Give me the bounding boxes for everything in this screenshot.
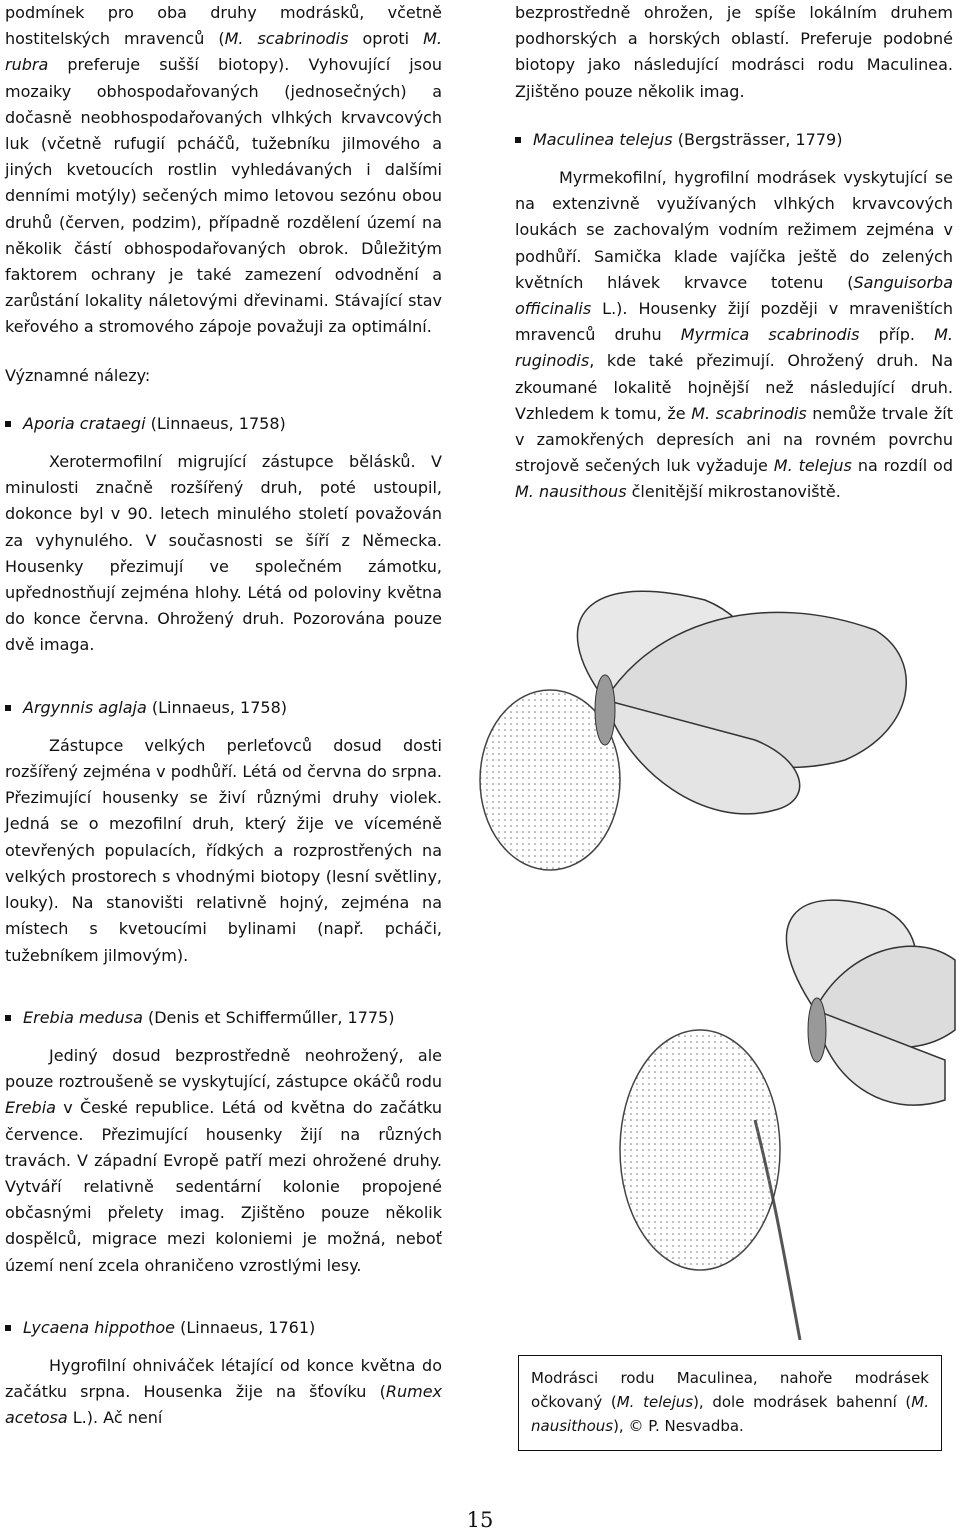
species-heading	[5, 695, 442, 721]
continuation-paragraph: bezprostředně ohrožen, je spíše lokálním druhem podhorských a horských oblastí. Preferuje podobné biotopy jako následující modrásci rodu Maculinea. Zjištěno pouze několik imag.	[515, 3, 953, 101]
figure-caption: Modrásci rodu Maculinea, nahoře modrásek očkovaný (M. telejus), dole modrásek bahenní (M. nausithous), © P. Nesvadba.	[518, 1355, 942, 1451]
species-description: Xerotermofilní migrující zástupce bělásků. V minulosti značně rozšířený druh, poté ustoupil, dokonce byl v 90. letech minulého století považován za vyhynulého. V současnosti se šíří z Německa. Housenky přezimují ve společném zámotku, upřednostňují zejména hlohy. Létá od poloviny května do konce června. Ohrožený druh. Pozorována pouze dvě imaga.	[5, 452, 442, 655]
species-description: Hygrofilní ohniváček létající od konce května do začátku srpna. Housenka žije na šťovíku (Rumex acetosa L.). Ač není	[5, 1355, 442, 1428]
species-name: Argynnis aglaja	[23, 697, 147, 717]
bullet-icon	[515, 137, 521, 143]
species-heading	[515, 127, 953, 153]
upper-butterfly-icon	[577, 591, 906, 814]
species-description: Zástupce velkých perleťovců dosud dosti rozšířený zejména v podhůří. Létá od června do srpna. Přezimující housenky se živí různými druhy violek. Jedná se o mezofilní druh, který žije ve víceméně otevřených populacích, řídkých a rozprostřených na velkých prostorech s vhodnými biotopy (lesní světliny, louky). Na stanovišti relativně hojný, zejména na místech s kvetoucími bylinami (např. pcháči, tužebníkem jilmovým).	[5, 735, 442, 965]
lower-butterfly-icon	[786, 900, 955, 1105]
right-column	[515, 0, 953, 506]
bullet-icon	[5, 1015, 11, 1021]
page-number: 15	[466, 1508, 494, 1532]
species-author: (Linnaeus, 1761)	[175, 1317, 316, 1337]
intro-paragraph: podmínek pro oba druhy modrásků, včetně hostitelských mravenců (M. scabrinodis oproti M. rubra preferuje sušší biotopy). Vyhovující jsou mozaiky obhospodařovaných (jednosečných) a dočasně neobhospodařovaných vlhkých krvavcových luk (včetně rufugií pcháčů, tužebníku jilmového a jiných kvetoucích rostlin vyhledávaných i dalšími denními motýly) sečených mimo letovou sezónu obou druhů (červen, podzim), případně rozdělení území na několik částí obhospodařovaných obrok. Důležitým faktorem ochrany je také zamezení odvodnění a zarůstání lokality náletovými dřevinami. Stávající stav keřového a stromového zápoje považuji za optimální.	[5, 3, 443, 337]
species-entry	[5, 1315, 442, 1432]
species-description: Jediný dosud bezprostředně neohrožený, ale pouze roztroušeně se vyskytující, zástupce okáčů rodu Erebia v České republice. Létá od května do začátku července. Přezimující housenky žijí na různých travách. V západní Evropě patří mezi ohrožené druhy. Vytváří relativně sedentární kolonie propojené občasnými přelety imag. Zjištěno pouze několik dospělců, migrace mezi koloniemi je možná, neboť území není zcela ohraničeno vzrostlými lesy.	[5, 1045, 442, 1275]
species-entry	[5, 695, 442, 969]
species-description: Myrmekofilní, hygrofilní modrásek vyskytující se na extenzivně využívaných vlhkých krvavcových loukách se zachovalým vodním režimem zejména v podhůří. Samička klade vajíčka ještě do zelených květních hlávek krvavce totenu (Sanguisorba officinalis L.). Housenky žijí později v mraveništích mravenců druhu Myrmica scabrinodis příp. M. ruginodis, kde také přezimují. Ohrožený druh. Na zkoumané lokalitě hojnější než následující druh. Vzhledem k tomu, že M. scabrinodis nemůže trvale žít v zamokřených depresích ani na rovném povrchu strojově sečených luk vyžaduje M. telejus na rozdíl od M. nausithous členitější mikrostanoviště.	[515, 168, 953, 502]
bullet-icon	[5, 1325, 11, 1331]
butterfly-illustration	[455, 560, 960, 1340]
species-name: Maculinea telejus	[533, 129, 673, 149]
bullet-icon	[5, 421, 11, 427]
species-author: (Denis et Schifferműller, 1775)	[142, 1007, 395, 1027]
species-heading	[5, 1315, 442, 1341]
species-heading	[5, 1005, 442, 1031]
findings-label: Významné nálezy:	[5, 365, 151, 385]
species-name: Aporia crataegi	[23, 413, 146, 433]
left-column	[5, 0, 442, 1432]
species-name: Lycaena hippothoe	[23, 1317, 176, 1337]
species-entry	[5, 411, 442, 659]
flower-head-icon	[620, 1030, 780, 1270]
species-author: (Linnaeus, 1758)	[146, 697, 287, 717]
species-entry	[515, 127, 953, 506]
species-entry	[5, 1005, 442, 1279]
species-author: (Linnaeus, 1758)	[145, 413, 286, 433]
species-name: Erebia medusa	[23, 1007, 143, 1027]
species-heading	[5, 411, 442, 437]
species-author: (Bergsträsser, 1779)	[672, 129, 843, 149]
bullet-icon	[5, 705, 11, 711]
